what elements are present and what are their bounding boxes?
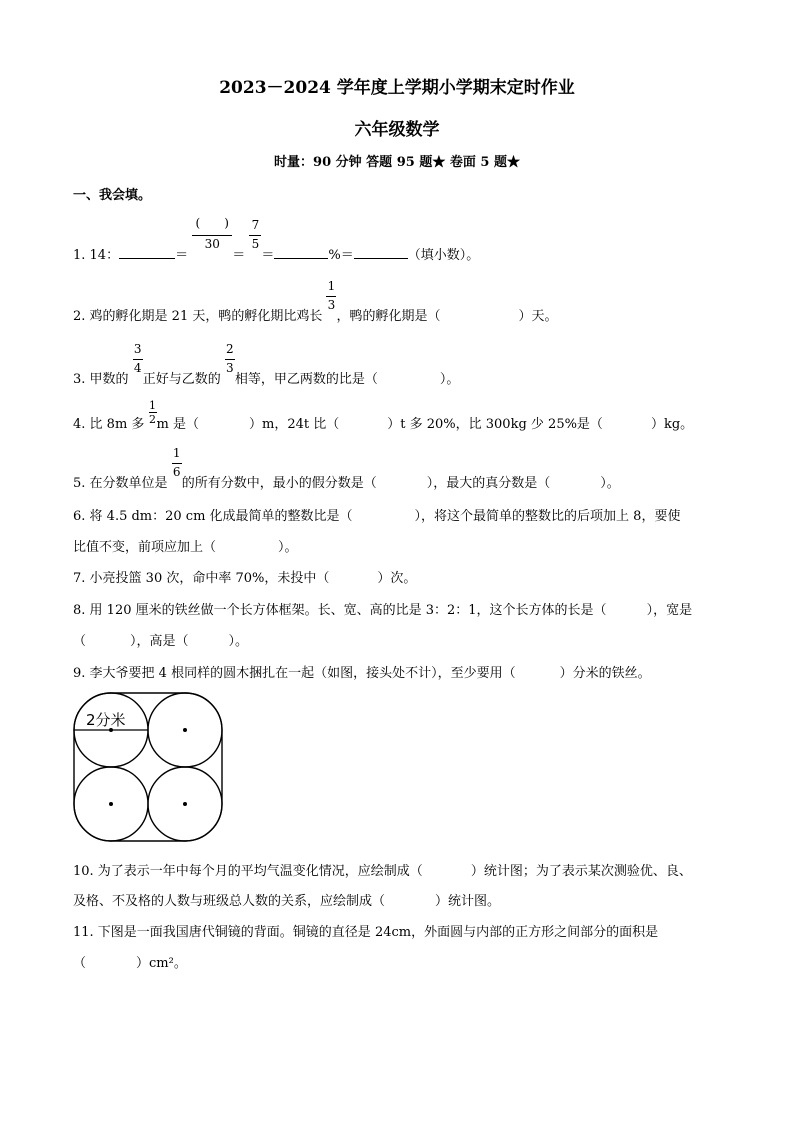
q2-frac-bar — [326, 296, 336, 297]
question-6-line-1 — [73, 505, 680, 524]
q9-center-dot-3 — [109, 802, 113, 806]
question-1 — [73, 216, 480, 263]
question-3 — [73, 342, 460, 387]
q1-tail: （填小数）。 — [407, 248, 480, 263]
q3-text-pre: 3. 甲数的 — [73, 372, 129, 387]
question-9 — [73, 662, 651, 681]
q3-text-end: ）。 — [439, 372, 460, 387]
q3-frac2-denominator: 3 — [226, 361, 234, 375]
q3-frac2-bar — [225, 359, 235, 360]
q5-text-a: 的所有分数中，最小的假分数是（ — [181, 476, 377, 491]
q1-eq1: ＝ — [175, 248, 189, 263]
q8-text-1b: ），宽是 — [646, 603, 693, 618]
question-11-line-1: 11. 下图是一面我国唐代铜镜的背面。铜镜的直径是 24cm，外面圆与内部的正方形之间部分的面积是 — [73, 925, 659, 940]
q5-frac-denominator: 6 — [172, 465, 181, 479]
q2-frac-numerator: 1 — [327, 279, 336, 293]
page-title: 2023－2024 学年度上学期小学期末定时作业 — [219, 78, 575, 98]
question-11-line-2 — [73, 952, 187, 971]
q8-text-2b: ），高是（ — [130, 634, 189, 649]
q4-frac-denominator: 2 — [149, 413, 157, 426]
q2-text-post: ，鸭的孵化期是（ — [336, 309, 441, 324]
q9-center-dot-2 — [183, 728, 187, 732]
question-4 — [73, 399, 694, 432]
q1-frac2-numerator: 7 — [251, 218, 260, 232]
question-5 — [73, 446, 620, 491]
q8-text-2c: ）。 — [228, 634, 249, 649]
q7-text-a: 7. 小亮投篮 30 次，命中率 70%，未投中（ — [73, 571, 330, 586]
q3-frac1-numerator: 3 — [133, 342, 142, 356]
q1-eq3: ＝ — [261, 248, 275, 263]
q7-text-b: ）次。 — [377, 571, 417, 586]
question-8-line-1 — [73, 599, 692, 618]
q1-frac1-bar — [192, 235, 232, 236]
q5-frac-numerator: 1 — [172, 446, 181, 460]
q9-figure-label: 2分米 — [86, 711, 126, 729]
q5-fraction — [172, 446, 182, 487]
q2-text-pre: 2. 鸡的孵化期是 21 天，鸭的孵化期比鸡长 — [73, 309, 323, 324]
q9-logs-figure — [72, 691, 224, 843]
q4-text-c: ）t 多 20%，比 300kg 少 25%是（ — [387, 417, 603, 432]
q10-text-2a: 及格、不及格的人数与班级总人数的关系，应绘制成（ — [73, 894, 386, 909]
q9-text-b: ）分米的铁丝。 — [559, 666, 651, 681]
q5-text-b: ），最大的真分数是（ — [426, 476, 551, 491]
q1-fraction-1 — [192, 216, 232, 259]
q1-blank-percent[interactable] — [274, 246, 328, 259]
q2-text-end: ）天。 — [518, 309, 558, 324]
q3-frac1-denominator: 4 — [133, 361, 142, 375]
question-8-line-2 — [73, 630, 248, 649]
q8-text-2a: （ — [73, 634, 87, 649]
q6-text-2a: 比值不变，前项应加上（ — [73, 540, 217, 555]
q1-blank-decimal[interactable] — [354, 246, 408, 259]
q3-frac1-bar — [133, 359, 143, 360]
q1-frac2-bar — [249, 235, 261, 236]
q3-text-post: 相等，甲乙两数的比是（ — [234, 372, 378, 387]
question-10-line-1 — [73, 860, 692, 879]
q6-text-2b: ）。 — [278, 540, 298, 555]
section-heading: 一、我会填。 — [73, 188, 152, 203]
q4-text-b: ）m，24t 比（ — [249, 417, 340, 432]
question-10-line-2 — [73, 890, 500, 909]
q10-text-1a: 10. 为了表示一年中每个月的平均气温变化情况，应绘制成（ — [73, 864, 423, 879]
q4-fraction — [149, 399, 157, 428]
exam-info: 时量：90 分钟 答题 95 题★ 卷面 5 题★ — [274, 155, 520, 170]
question-7 — [73, 567, 416, 586]
question-6-line-2 — [73, 536, 298, 555]
q3-text-mid: 正好与乙数的 — [142, 372, 221, 387]
q1-frac1-numerator[interactable]: ( ) — [195, 216, 229, 230]
q9-text-a: 9. 李大爷要把 4 根同样的圆木捆扎在一起（如图，接头处不计），至少要用（ — [73, 666, 516, 681]
q5-text-pre: 5. 在分数单位是 — [73, 476, 168, 491]
q1-percent: %＝ — [328, 248, 354, 263]
q6-text-1a: 6. 将 4.5 dm：20 cm 化成最简单的整数比是（ — [73, 509, 353, 524]
q10-text-1b: ）统计图；为了表示某次测验优、良、 — [470, 864, 692, 879]
q3-fraction-2 — [225, 342, 235, 383]
q4-text-a: m 是（ — [156, 417, 200, 432]
q9-center-dot-4 — [183, 802, 187, 806]
q3-frac2-numerator: 2 — [226, 342, 234, 356]
q4-text-d: ）kg。 — [650, 417, 694, 432]
q8-text-1a: 8. 用 120 厘米的铁丝做一个长方体框架。长、宽、高的比是 3：2：1，这个长方体的长是（ — [73, 603, 607, 618]
page-subtitle: 六年级数学 — [354, 120, 440, 140]
q6-text-1b: ），将这个最简单的整数比的后项加上 8，要使 — [414, 509, 681, 524]
q5-frac-bar — [172, 463, 182, 464]
q4-frac-numerator: 1 — [149, 399, 157, 412]
q10-text-2b: ）统计图。 — [435, 894, 501, 909]
q4-text-pre: 4. 比 8m 多 — [73, 417, 145, 432]
q1-blank-1[interactable] — [119, 246, 175, 259]
q5-text-c: ）。 — [600, 476, 620, 491]
q1-number: 1. 14： — [73, 248, 120, 263]
q3-fraction-1 — [133, 342, 143, 383]
q11-text-2a: （ — [73, 956, 87, 971]
question-2 — [73, 279, 558, 324]
q1-frac2-denominator: 5 — [251, 237, 260, 251]
q1-fraction-2 — [249, 218, 261, 259]
q11-text-2b: ）cm²。 — [136, 956, 187, 971]
q2-frac-denominator: 3 — [327, 298, 336, 312]
q1-eq2: ＝ — [232, 248, 246, 263]
q1-frac1-denominator: 30 — [204, 237, 220, 251]
q2-fraction — [326, 279, 336, 320]
